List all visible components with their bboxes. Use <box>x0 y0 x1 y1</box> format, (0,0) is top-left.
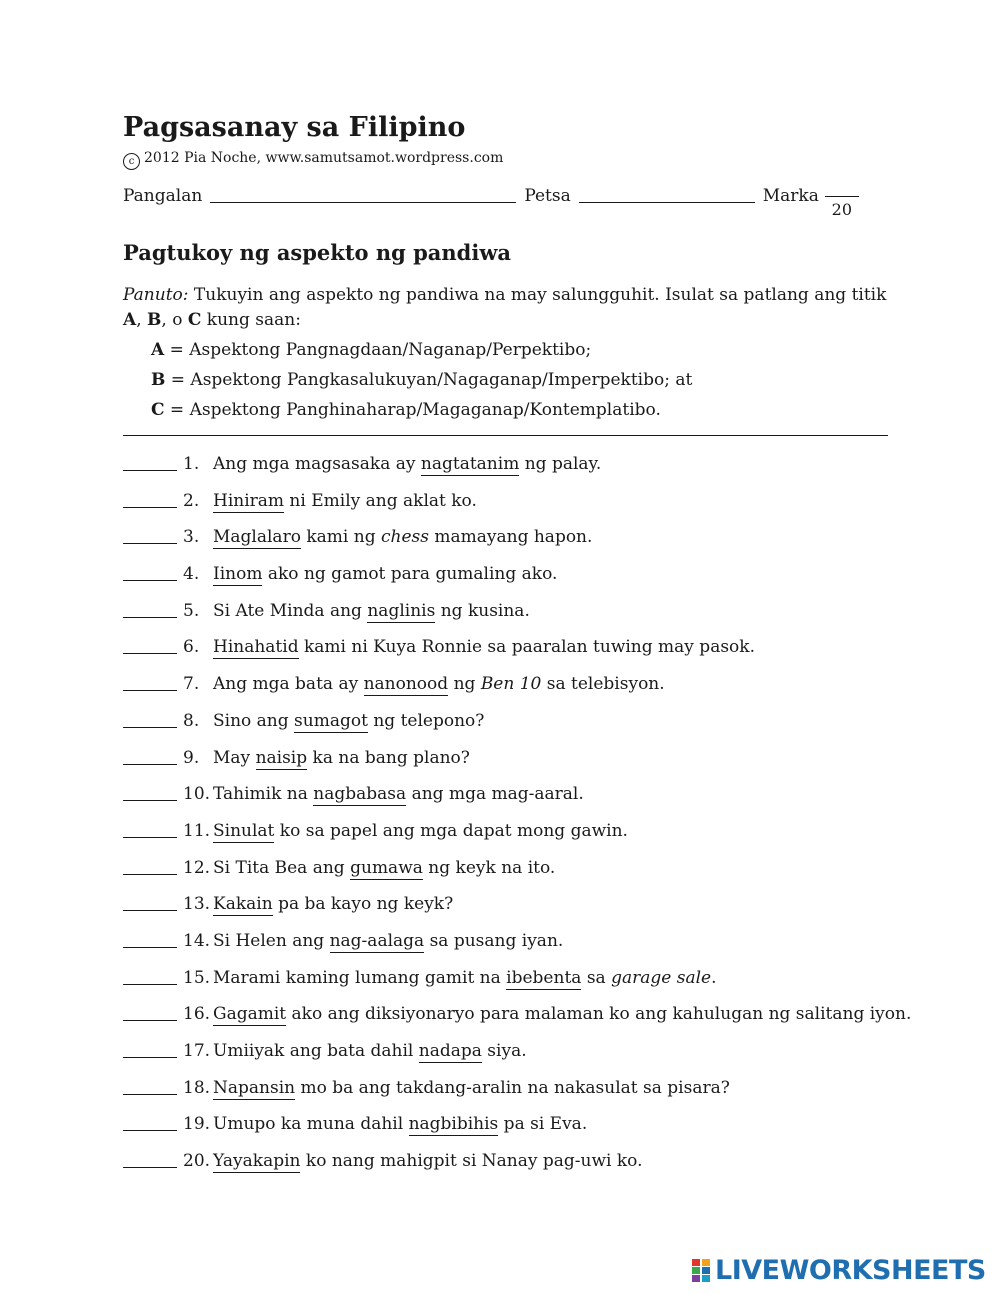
logo-square <box>702 1267 710 1274</box>
question-item <box>123 1002 911 1039</box>
question-item <box>123 599 911 636</box>
question-list <box>123 452 911 1186</box>
letter-a: A <box>123 310 137 330</box>
question-text-before: Tahimik na <box>213 784 314 805</box>
question-text-end: . <box>711 967 717 988</box>
logo-square <box>702 1275 710 1282</box>
question-text-after: kami ng <box>300 527 381 548</box>
question-item <box>123 489 911 526</box>
question-text-after: pa si Eva. <box>498 1114 588 1135</box>
underlined-verb: ibebenta <box>506 967 582 988</box>
logo-icon <box>692 1259 712 1283</box>
question-text-before: Umiiyak ang bata dahil <box>213 1041 419 1061</box>
logo-text: LIVEWORKSHEETS <box>715 1255 986 1286</box>
answer-blank[interactable] <box>123 710 177 728</box>
question-item <box>123 562 911 599</box>
copyright-icon: c <box>123 153 140 170</box>
definition-c <box>151 395 692 425</box>
italic-term: chess <box>380 527 429 548</box>
question-item <box>123 819 911 856</box>
answer-blank[interactable] <box>123 563 177 581</box>
question-number: 8. <box>183 710 200 731</box>
question-text-after: ng palay. <box>519 454 602 474</box>
underlined-verb: Hiniram <box>213 490 285 511</box>
underlined-verb: nagbibihis <box>408 1114 499 1135</box>
divider <box>123 435 888 436</box>
answer-blank[interactable] <box>123 1150 177 1168</box>
question-text-after: siya. <box>481 1041 527 1061</box>
answer-blank[interactable] <box>123 453 177 471</box>
question-text-before: Si Tita Bea ang <box>213 857 351 878</box>
question-number: 15. <box>183 967 211 988</box>
question-text-end: mamayang hapon. <box>428 527 593 548</box>
question-item <box>123 1112 911 1149</box>
underlined-verb: nagtatanim <box>420 454 520 474</box>
underlined-verb: Napansin <box>213 1077 296 1098</box>
italic-term: garage sale <box>611 967 712 988</box>
question-number: 17. <box>183 1041 211 1061</box>
question-number: 9. <box>183 747 200 768</box>
definition-letter: B <box>151 370 166 390</box>
date-field[interactable] <box>579 186 755 203</box>
question-text-after: ang mga mag-aaral. <box>406 784 584 805</box>
score-denominator: 20 <box>831 200 853 219</box>
underlined-verb: naisip <box>255 747 308 768</box>
date-label: Petsa <box>524 186 571 206</box>
student-fields <box>123 186 859 222</box>
underlined-verb: nanonood <box>363 674 449 695</box>
answer-blank[interactable] <box>123 1003 177 1021</box>
question-number: 2. <box>183 490 200 511</box>
question-text-after: ka na bang plano? <box>307 747 470 768</box>
definition-letter: C <box>151 400 165 420</box>
question-text-end: sa telebisyon. <box>541 674 665 695</box>
question-number: 16. <box>183 1004 211 1025</box>
underlined-verb: Hinahatid <box>213 637 299 658</box>
definition-letter: A <box>151 340 165 360</box>
question-number: 3. <box>183 527 200 548</box>
question-text-after: pa ba kayo ng keyk? <box>272 894 454 915</box>
question-text-after: ako ang diksiyonaryo para malaman ko ang kahulugan ng salitang iyon. <box>286 1004 912 1025</box>
score-fraction-bar <box>825 196 859 197</box>
definition-b <box>151 365 692 395</box>
answer-blank[interactable] <box>123 893 177 911</box>
answer-blank[interactable] <box>123 930 177 948</box>
score-label: Marka <box>762 186 819 206</box>
underlined-verb: Maglalaro <box>213 527 301 548</box>
name-label: Pangalan <box>123 186 203 206</box>
answer-blank[interactable] <box>123 526 177 544</box>
answer-blank[interactable] <box>123 747 177 765</box>
question-item <box>123 782 911 819</box>
question-number: 10. <box>183 784 211 805</box>
question-text-after: sa <box>581 967 612 988</box>
question-text-before: Umupo ka muna dahil <box>213 1114 409 1135</box>
instruction-text: Tukuyin ang aspekto ng pandiwa na may salungguhit. Isulat sa patlang ang titik <box>188 285 887 305</box>
question-text-after: ng <box>448 674 481 695</box>
question-text-after: mo ba ang takdang-aralin na nakasulat sa pisara? <box>295 1077 730 1098</box>
question-text-before: Sino ang <box>213 710 295 731</box>
answer-blank[interactable] <box>123 490 177 508</box>
letter-sep: , o <box>161 310 188 330</box>
question-item <box>123 1039 911 1076</box>
definition-text: = Aspektong Pangkasalukuyan/Nagaganap/Imperpektibo; at <box>165 370 693 390</box>
question-number: 6. <box>183 637 200 658</box>
answer-blank[interactable] <box>123 1077 177 1095</box>
question-text-after: ng kusina. <box>435 600 530 621</box>
underlined-verb: Gagamit <box>213 1004 287 1025</box>
question-number: 7. <box>183 674 200 695</box>
answer-blank[interactable] <box>123 600 177 618</box>
question-item <box>123 746 911 783</box>
question-number: 5. <box>183 600 200 621</box>
question-number: 14. <box>183 930 211 951</box>
definition-text: = Aspektong Panghinaharap/Magaganap/Kontemplatibo. <box>164 400 661 420</box>
instruction-end: kung saan: <box>201 310 301 330</box>
question-number: 18. <box>183 1077 211 1098</box>
logo-square <box>692 1275 700 1282</box>
answer-blank[interactable] <box>123 820 177 838</box>
question-number: 13. <box>183 894 211 915</box>
logo-square <box>692 1259 700 1266</box>
question-text-after: ng keyk na ito. <box>422 857 556 878</box>
question-item <box>123 525 911 562</box>
underlined-verb: naglinis <box>367 600 436 621</box>
answer-blank[interactable] <box>123 857 177 875</box>
question-number: 1. <box>183 454 200 474</box>
question-text-after: ng telepono? <box>367 710 485 731</box>
question-item <box>123 966 911 1003</box>
question-item <box>123 1149 911 1186</box>
instructions <box>123 283 888 333</box>
answer-blank[interactable] <box>123 967 177 985</box>
liveworksheets-logo <box>692 1255 986 1285</box>
letter-b: B <box>147 310 162 330</box>
question-number: 19. <box>183 1114 211 1135</box>
name-field[interactable] <box>210 186 516 203</box>
question-item <box>123 672 911 709</box>
question-text-before: Ang mga magsasaka ay <box>213 454 421 474</box>
definition-text: = Aspektong Pangnagdaan/Naganap/Perpektibo; <box>164 340 592 360</box>
question-number: 11. <box>183 820 211 841</box>
question-text-before: Marami kaming lumang gamit na <box>213 967 507 988</box>
underlined-verb: Iinom <box>213 564 263 585</box>
question-number: 12. <box>183 857 211 878</box>
answer-blank[interactable] <box>123 1040 177 1058</box>
question-item <box>123 929 911 966</box>
question-item <box>123 635 911 672</box>
underlined-verb: Sinulat <box>213 820 275 841</box>
question-text-before: Ang mga bata ay <box>213 674 364 695</box>
definitions-list <box>151 335 692 425</box>
page-title: Pagsasanay sa Filipino <box>123 112 466 143</box>
question-item <box>123 1076 911 1113</box>
question-text-after: ako ng gamot para gumaling ako. <box>262 564 558 585</box>
logo-square <box>702 1259 710 1266</box>
copyright-text: 2012 Pia Noche, www.samutsamot.wordpress.com <box>144 150 504 166</box>
question-text-after: kami ni Kuya Ronnie sa paaralan tuwing may pasok. <box>298 637 755 658</box>
question-item <box>123 856 911 893</box>
underlined-verb: nagbabasa <box>313 784 407 805</box>
underlined-verb: gumawa <box>350 857 423 878</box>
underlined-verb: sumagot <box>294 710 368 731</box>
underlined-verb: nadapa <box>418 1041 482 1061</box>
question-number: 4. <box>183 564 200 585</box>
answer-blank[interactable] <box>123 783 177 801</box>
letter-sep: , <box>136 310 148 330</box>
underlined-verb: Yayakapin <box>213 1151 301 1172</box>
question-number: 20. <box>183 1151 211 1172</box>
definition-a <box>151 335 692 365</box>
question-text-after: sa pusang iyan. <box>424 930 564 951</box>
question-text-before: May <box>213 747 256 768</box>
answer-blank[interactable] <box>123 673 177 691</box>
letter-c: C <box>187 310 202 330</box>
underlined-verb: nag-aalaga <box>329 930 425 951</box>
answer-blank[interactable] <box>123 1113 177 1131</box>
score-field[interactable] <box>825 186 859 222</box>
question-item <box>123 892 911 929</box>
question-text-after: ko nang mahigpit si Nanay pag-uwi ko. <box>300 1151 643 1172</box>
question-item <box>123 452 911 489</box>
section-title: Pagtukoy ng aspekto ng pandiwa <box>123 240 512 265</box>
question-text-before: Si Ate Minda ang <box>213 600 368 621</box>
copyright-line <box>123 150 503 170</box>
question-text-after: ko sa papel ang mga dapat mong gawin. <box>274 820 628 841</box>
question-text-before: Si Helen ang <box>213 930 330 951</box>
italic-term: Ben 10 <box>480 674 542 695</box>
question-text-after: ni Emily ang aklat ko. <box>284 490 477 511</box>
instruction-label: Panuto: <box>123 285 189 305</box>
logo-square <box>692 1267 700 1274</box>
question-item <box>123 709 911 746</box>
underlined-verb: Kakain <box>213 894 273 915</box>
answer-blank[interactable] <box>123 636 177 654</box>
